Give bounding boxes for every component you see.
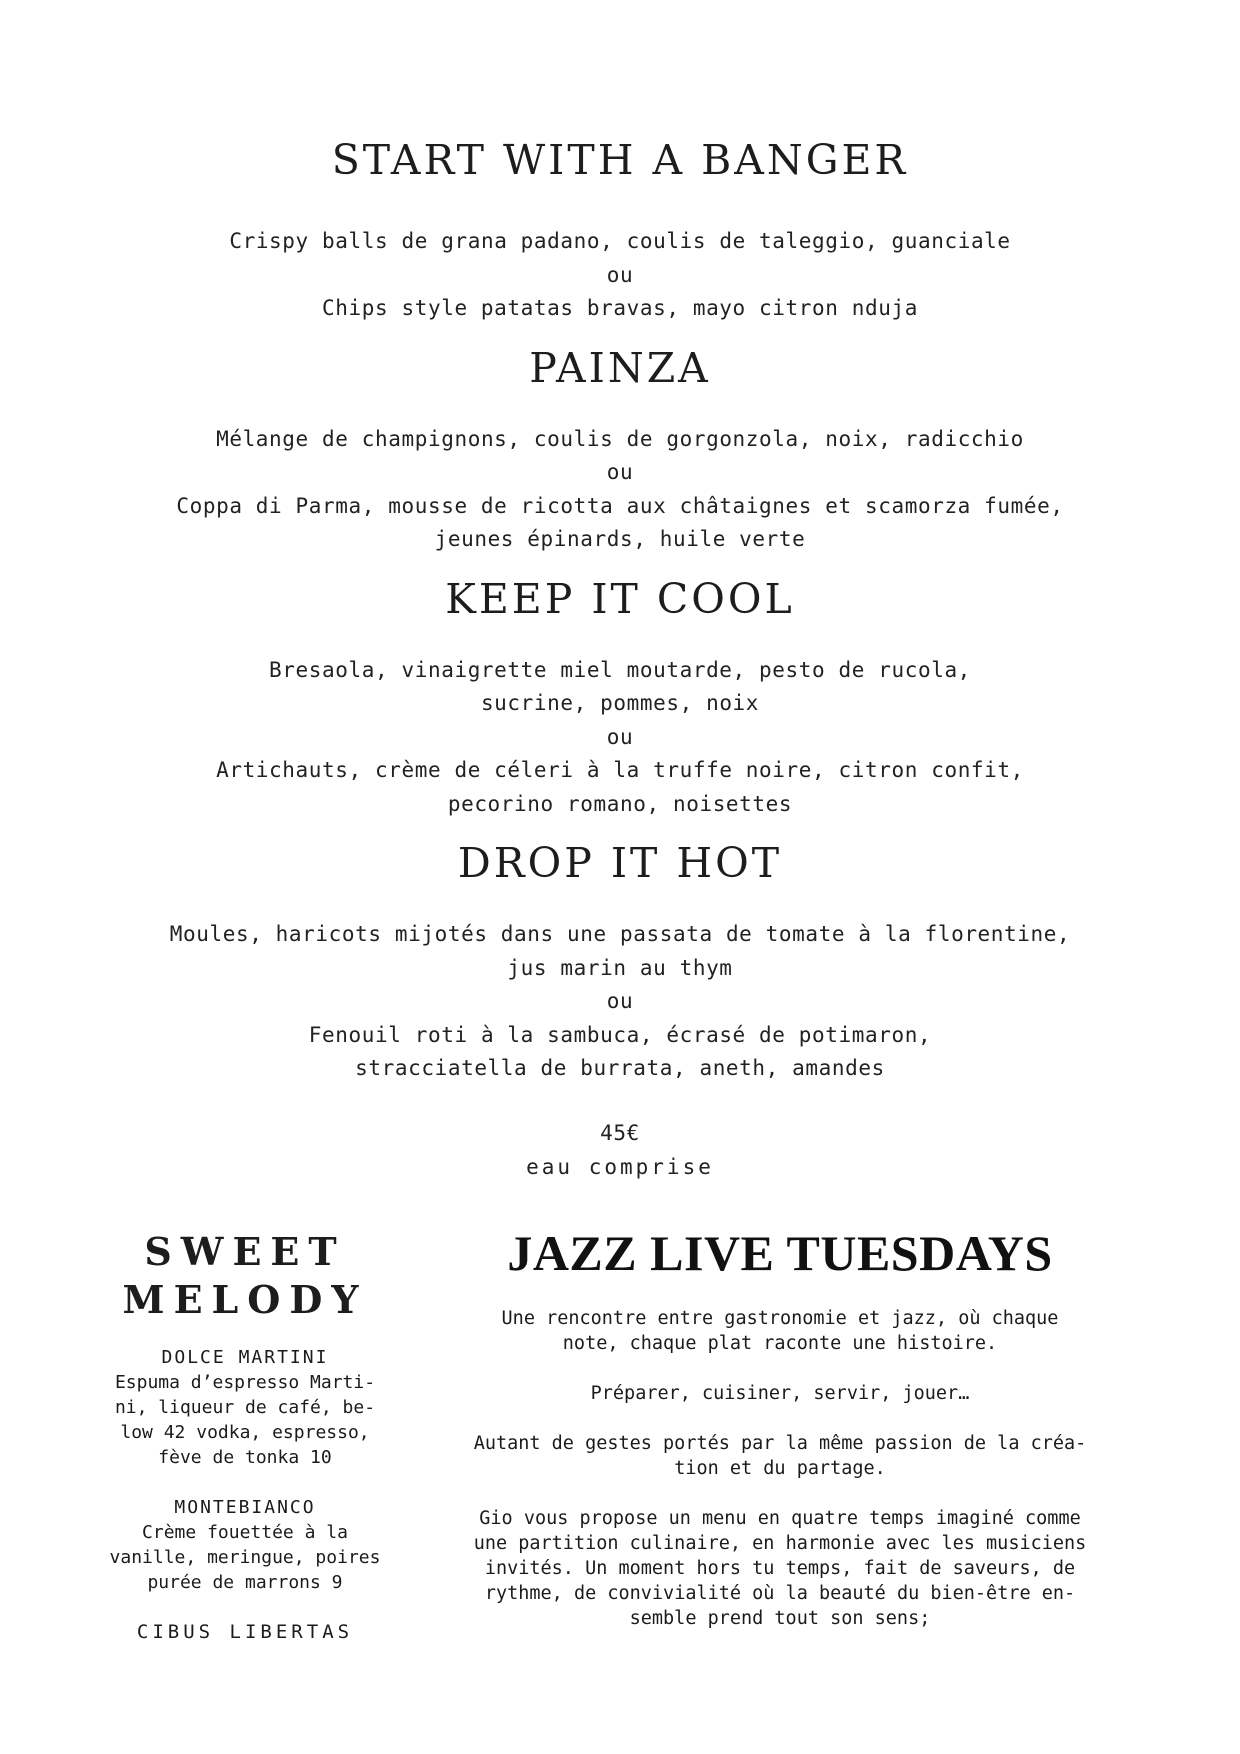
dessert-line: Crème fouettée à la xyxy=(142,1522,348,1543)
menu-line-or: ou xyxy=(606,989,634,1013)
course-description xyxy=(0,423,1240,557)
tasting-menu xyxy=(0,136,1240,1184)
menu-line: Bresaola, vinaigrette miel moutarde, pesto de rucola, xyxy=(269,657,971,682)
jazz-paragraph xyxy=(425,1381,1135,1406)
section-title: DROP IT HOT xyxy=(457,839,783,887)
price-note: eau comprise xyxy=(526,1154,714,1179)
menu-line: Mélange de champignons, coulis de gorgonzola, noix, radicchio xyxy=(216,426,1024,451)
jazz-line: rythme, de convivialité où la beauté du bien-être en- xyxy=(484,1583,1076,1604)
jazz-line: Gio vous propose un menu en quatre temps imaginé comme xyxy=(479,1508,1081,1529)
menu-line: sucrine, pommes, noix xyxy=(480,691,760,715)
dessert-title-line: SWEET xyxy=(144,1229,346,1274)
jazz-title: JAZZ LIVE TUESDAYS xyxy=(507,1225,1053,1281)
menu-line: jeunes épinards, huile verte xyxy=(434,527,806,551)
menu-line: pecorino romano, noisettes xyxy=(447,791,793,816)
price-block xyxy=(0,1116,1240,1184)
course-description xyxy=(0,225,1240,326)
section-title: PAINZA xyxy=(529,343,711,392)
menu-line: Crispy balls de grana padano, coulis de taleggio, guanciale xyxy=(229,229,1011,253)
jazz-line: Préparer, cuisiner, servir, jouer… xyxy=(590,1383,970,1404)
jazz-line: invités. Un moment hors tu temps, fait de saveurs, de xyxy=(484,1558,1076,1579)
menu-line: Fenouil roti à la sambuca, écrasé de potimaron, xyxy=(308,1022,932,1047)
course-section xyxy=(0,839,1240,1086)
dessert-line: ni, liqueur de café, be- xyxy=(114,1397,376,1418)
jazz-line: semble prend tout son sens; xyxy=(629,1608,931,1629)
jazz-line: note, chaque plat raconte une histoire. xyxy=(562,1333,998,1354)
menu-line: stracciatella de burrata, aneth, amandes xyxy=(355,1056,885,1080)
section-title: START WITH A BANGER xyxy=(331,136,909,184)
menu-line-or: ou xyxy=(606,724,634,749)
jazz-line: tion et du partage. xyxy=(674,1458,886,1479)
jazz-line: une partition culinaire, en harmonie avec les musiciens xyxy=(473,1533,1087,1554)
dessert-column xyxy=(80,1228,410,1643)
menu-line: Moules, haricots mijotés dans une passata de tomate à la florentine, xyxy=(169,922,1071,946)
dessert-line: purée de marrons 9 xyxy=(147,1572,343,1593)
course-section xyxy=(0,343,1240,557)
menu-price: 45€ xyxy=(600,1120,640,1145)
menu-line-or: ou xyxy=(606,460,634,484)
dessert-name: MONTEBIANCO xyxy=(174,1497,316,1518)
jazz-paragraph xyxy=(425,1431,1135,1481)
dessert-name: DOLCE MARTINI xyxy=(161,1347,329,1368)
dessert-line: vanille, meringue, poires xyxy=(109,1547,381,1568)
jazz-paragraph xyxy=(425,1506,1135,1631)
jazz-line: Une rencontre entre gastronomie et jazz, où chaque xyxy=(501,1308,1059,1329)
dessert-line: fève de tonka 10 xyxy=(158,1447,332,1468)
dessert-item xyxy=(80,1496,410,1595)
course-section xyxy=(0,574,1240,822)
dessert-line: Espuma d’espresso Marti- xyxy=(114,1372,376,1393)
dessert-title-line: MELODY xyxy=(122,1277,368,1322)
section-title: KEEP IT COOL xyxy=(445,574,795,623)
jazz-column xyxy=(425,1225,1135,1656)
signature-text: CIBUS LIBERTAS xyxy=(136,1621,354,1643)
jazz-description xyxy=(425,1306,1135,1631)
menu-line: Coppa di Parma, mousse de ricotta aux châtaignes et scamorza fumée, xyxy=(176,493,1064,518)
dessert-item xyxy=(80,1346,410,1470)
course-section xyxy=(0,136,1240,326)
dessert-line: low 42 vodka, espresso, xyxy=(120,1422,370,1443)
menu-line: jus marin au thym xyxy=(507,955,733,980)
menu-line: Chips style patatas bravas, mayo citron nduja xyxy=(322,296,918,320)
menu-line: Artichauts, crème de céleri à la truffe noire, citron confit, xyxy=(216,758,1024,782)
course-description xyxy=(0,918,1240,1086)
dessert-title xyxy=(80,1228,410,1324)
jazz-paragraph xyxy=(425,1306,1135,1356)
jazz-line: Autant de gestes portés par la même passion de la créa- xyxy=(473,1433,1087,1454)
menu-line-or: ou xyxy=(606,262,634,287)
course-description xyxy=(0,654,1240,822)
